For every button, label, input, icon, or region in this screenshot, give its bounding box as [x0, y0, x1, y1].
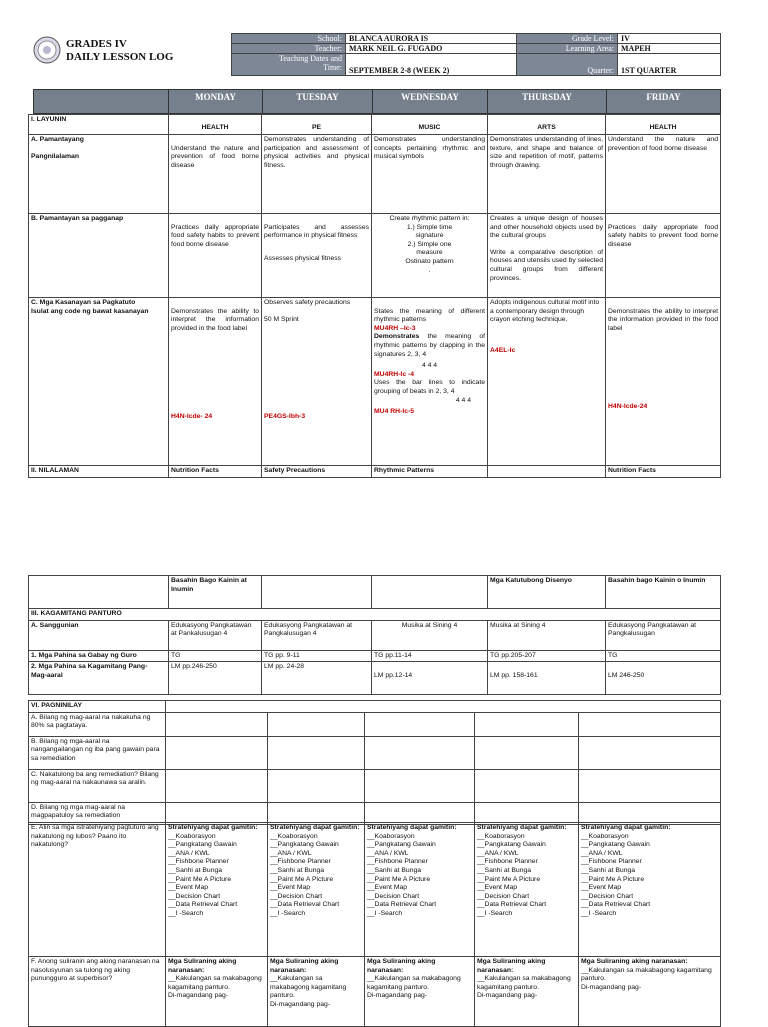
pagninilay-label: VI. PAGNINILAY	[29, 701, 166, 713]
subject-tuesday: PE	[262, 115, 372, 135]
problems-friday: Mga Suliraning aking naranasan: __Kakulangan sa makabagong kagamitang panturo. Di-magandang pag-	[579, 957, 721, 1027]
gabay-tuesday: TG pp. 9-11	[262, 650, 372, 662]
kagamitang-pang-tuesday: LM pp. 24-28	[262, 662, 372, 695]
nilalaman-monday: Nutrition Facts	[169, 466, 262, 478]
pagninilay-a-label: A. Bilang ng mag-aaral na nakakuha ng 80% sa pagtataya.	[29, 712, 166, 736]
day-wednesday: WEDNESDAY	[373, 90, 488, 114]
deped-seal-logo	[33, 36, 61, 64]
title-line-1: GRADES IV	[66, 38, 127, 50]
document-title	[66, 38, 173, 64]
nilalaman-cont-monday: Basahin Bago Kainin at Inumin	[169, 576, 262, 609]
school-value: BLANCA AURORA IS	[346, 34, 517, 44]
strategies-tuesday: Stratehiyang dapat gamitin: __Koaborasyon __Pangkatang Gawain __ANA / KWL __Fishbone Planner __Sanhi at Bunga __Paint Me A Picture __Event Map __Decision Chart __Data Retrieval Chart __I -Search	[268, 823, 365, 957]
row-c-tuesday: Observes safety precautions 50 M Sprint PE4GS-Ibh-3	[262, 298, 372, 466]
days-corner	[34, 90, 169, 114]
code-friday: H4N-Icde-24	[608, 403, 648, 411]
gabay-thursday: TG pp.205-207	[488, 650, 606, 662]
sanggunian-label: A. Sanggunian	[29, 620, 169, 650]
kagamitang-pang-monday: LM pp.246-250	[169, 662, 262, 695]
area-value: MAPEH	[618, 44, 721, 54]
problems-monday: Mga Suliraning aking naranasan: __Kakulangan sa makabagong kagamitang panturo. Di-magandang pag-	[166, 957, 268, 1027]
header-info-table	[231, 33, 721, 76]
problems-wednesday: Mga Suliraning aking naranasan: __Kakulangan sa makabagong kagamitang panturo. Di-magandang pag-	[365, 957, 475, 1027]
lesson-log-table-2	[28, 575, 721, 695]
sanggunian-thursday: Musika at Sining 4	[488, 620, 606, 650]
sanggunian-tuesday: Edukasyong Pangkatawan at Pangkalusugan 4	[262, 620, 372, 650]
nilalaman-thursday	[488, 466, 606, 478]
pagninilay-c-label: C. Nakatulong ba ang remediation? Bilang ng mag-aaral na nakaunawa sa aralin.	[29, 769, 166, 802]
row-a-label: A. Pamantayang Pangnilalaman	[29, 135, 169, 214]
row-c-thursday: Adopts indigenous cultural motif into a contemporary design through crayon etching technique. A4EL-Ic	[488, 298, 606, 466]
subject-wednesday: MUSIC	[372, 115, 488, 135]
row-b-thursday: Creates a unique design of houses and other household objects used by the cultural groups Write a comparative description of houses and utensils used by selected cultural groups from different provinces.	[488, 214, 606, 298]
grade-value: IV	[618, 34, 721, 44]
row-b-monday: Practices daily appropriate food safety habits to prevent food borne disease	[169, 214, 262, 298]
nilalaman-label: II. NILALAMAN	[29, 466, 169, 478]
sanggunian-wednesday: Musika at Sining 4	[372, 620, 488, 650]
sanggunian-friday: Edukasyong Pangkatawan at Pangkalusugan	[606, 620, 721, 650]
problems-tuesday: Mga Suliraning aking naranasan: __Kakulangan sa makabagong kagamitang panturo. Di-magandang pag-	[268, 957, 365, 1027]
row-b-tuesday: Participates and assesses performance in physical fitness Assesses physical fitness	[262, 214, 372, 298]
code-monday: H4N-Icde- 24	[171, 413, 213, 421]
pagninilay-table	[28, 700, 721, 825]
row-b-wednesday: Create rhythmic pattern in: 1.) Simple time signature 2.) Simple one measure Ostinato pattern .	[372, 214, 488, 298]
row-a-thursday: Demonstrates understanding of lines, texture, and shape and balance of size and repetition of motif, patterns through drawing.	[488, 135, 606, 214]
row-a-monday: Understand the nature and prevention of food borne disease	[169, 135, 262, 214]
row-a-tuesday: Demonstrates understanding of participation and assessment of physical activities and physical fitness.	[262, 135, 372, 214]
gabay-label: 1. Mga Pahina sa Gabay ng Guro	[29, 650, 169, 662]
teacher-value: MARK NEIL G. FUGADO	[346, 44, 517, 54]
school-label: School:	[232, 34, 346, 44]
strategies-friday: Stratehiyang dapat gamitin: __Koaborasyon __Pangkatang Gawain __ANA / KWL __Fishbone Planner __Sanhi at Bunga __Paint Me A Picture __Event Map __Decision Chart __Data Retrieval Chart __I -Search	[579, 823, 721, 957]
dates-label: Teaching Dates and Time:	[232, 54, 346, 76]
pagninilay-f-label: F. Anong suliranin ang aking naranasan na nasolusyunan sa tulong ng aking punungguro at superbisor?	[29, 957, 166, 1027]
kagamitang-pang-friday: LM 246-250	[606, 662, 721, 695]
title-line-2: DAILY LESSON LOG	[66, 51, 174, 63]
quarter-label: Quarter:	[517, 54, 618, 76]
row-c-friday: Demonstrates the ability to interpret the information provided in the food label H4N-Icde-24	[606, 298, 721, 466]
problems-thursday: Mga Suliraning aking naranasan: __Kakulangan sa makabagong kagamitang panturo. Di-magandang pag-	[475, 957, 579, 1027]
kagamitang-pang-label: 2. Mga Pahina sa Kagamitang Pang- Mag-aaral	[29, 662, 169, 695]
nilalaman-cont-wednesday	[372, 576, 488, 609]
gabay-monday: TG	[169, 650, 262, 662]
strategies-wednesday: Stratehiyang dapat gamitin: __Koaborasyon __Pangkatang Gawain __ANA / KWL __Fishbone Planner __Sanhi at Bunga __Paint Me A Picture __Event Map __Decision Chart __Data Retrieval Chart __I -Search	[365, 823, 475, 957]
days-header	[33, 89, 721, 114]
area-label: Learning Area:	[517, 44, 618, 54]
pagninilay-d-label: D. Bilang ng mga mag-aaral na magpapatuloy sa remediation	[29, 802, 166, 824]
nilalaman-tuesday: Safety Precautions	[262, 466, 372, 478]
day-friday: FRIDAY	[607, 90, 721, 114]
nilalaman-cont-tuesday	[262, 576, 372, 609]
day-thursday: THURSDAY	[488, 90, 607, 114]
pagninilay-b-label: B. Bilang ng mga-aaral na nangangailangan ng iba pang gawain para sa remediation	[29, 736, 166, 769]
subject-thursday: ARTS	[488, 115, 606, 135]
strategies-table	[28, 822, 721, 1027]
layunin-label: I. LAYUNIN	[29, 115, 169, 135]
kagamitan-label: III. KAGAMITANG PANTURO	[29, 609, 721, 621]
day-tuesday: TUESDAY	[263, 90, 373, 114]
lesson-log-table-1	[28, 114, 721, 478]
subject-friday: HEALTH	[606, 115, 721, 135]
strategies-monday: Stratehiyang dapat gamitin: __Koaborasyon __Pangkatang Gawain __ANA / KWL __Fishbone Planner __Sanhi at Bunga __Paint Me A Picture __Event Map __Decision Chart __Data Retrieval Chart __I -Search	[166, 823, 268, 957]
gabay-friday: TG	[606, 650, 721, 662]
row-a-wednesday: Demonstrates understanding concepts pertaining rhythmic and musical symbols	[372, 135, 488, 214]
pagninilay-e-label: E. Alin sa mga istratehiyang pagtuturo ang nakatulong ng lubos? Paano ito nakatulong?	[29, 823, 166, 957]
sanggunian-monday: Edukasyong Pangkatawan at Pankalusugan 4	[169, 620, 262, 650]
dates-value: SEPTEMBER 2-8 (WEEK 2)	[346, 54, 517, 76]
gabay-wednesday: TG pp.11-14	[372, 650, 488, 662]
quarter-value: 1ST QUARTER	[618, 54, 721, 76]
row-a-friday: Understand the nature and prevention of food borne disease	[606, 135, 721, 214]
kagamitang-pang-wednesday: LM pp.12-14	[372, 662, 488, 695]
grade-label: Grade Level:	[517, 34, 618, 44]
kagamitang-pang-thursday: LM pp. 158-161	[488, 662, 606, 695]
row-c-wednesday: States the meaning of different rhythmic patterns MU4RH –Ic-3 Demonstrates the meaning of rhythmic patterns by clapping in the signatures 2, 3, 4 4 4 4 MU4RH-Ic -4 Uses the bar lines to indicate grouping of beats in 2, 3, 4 4 4 4 MU4 RH-Ic-5	[372, 298, 488, 466]
nilalaman-wednesday: Rhythmic Patterns	[372, 466, 488, 478]
code-tuesday: PE4GS-Ibh-3	[264, 412, 306, 420]
code-thursday: A4EL-Ic	[490, 346, 516, 354]
teacher-label: Teacher:	[232, 44, 346, 54]
row-b-label: B. Pamantayan sa pagganap	[29, 214, 169, 298]
nilalaman-cont-label	[29, 576, 169, 609]
nilalaman-cont-friday: Basahin bago Kainin o Inumin	[606, 576, 721, 609]
subject-monday: HEALTH	[169, 115, 262, 135]
row-c-monday: Demonstrates the ability to interpret the information provided in the food label H4N-Icde- 24	[169, 298, 262, 466]
nilalaman-cont-thursday: Mga Katutubong Disenyo	[488, 576, 606, 609]
day-monday: MONDAY	[169, 90, 263, 114]
row-c-label: C. Mga Kasanayan sa Pagkatuto Isulat ang code ng bawat kasanayan	[29, 298, 169, 466]
strategies-thursday: Stratehiyang dapat gamitin: __Koaborasyon __Pangkatang Gawain __ANA / KWL __Fishbone Planner __Sanhi at Bunga __Paint Me A Picture __Event Map __Decision Chart __Data Retrieval Chart __I -Search	[475, 823, 579, 957]
nilalaman-friday: Nutrition Facts	[606, 466, 721, 478]
row-b-friday: Practices daily appropriate food safety habits to prevent food borne disease	[606, 214, 721, 298]
